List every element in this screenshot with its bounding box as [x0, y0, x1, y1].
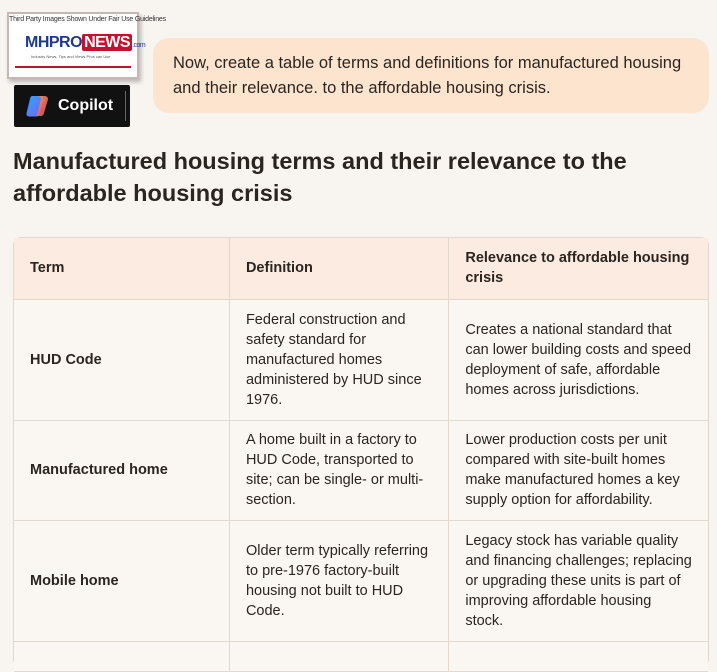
table-header-row [14, 238, 708, 299]
definition-cell: A home built in a factory to HUD Code, transported to site; can be single- or multi-section. [229, 420, 448, 520]
term-cell [14, 641, 229, 671]
relevance-cell [449, 641, 708, 671]
column-header-definition: Definition [229, 238, 448, 299]
logo-brand-com: .com [132, 42, 146, 49]
column-header-relevance: Relevance to affordable housing crisis [449, 238, 708, 299]
relevance-cell: Creates a national standard that can lower building costs and speed deployment of safe, affordable homes across jurisdictions. [449, 299, 708, 420]
table-row [14, 520, 708, 641]
definition-cell [229, 641, 448, 671]
copilot-label: Copilot [58, 97, 114, 114]
terms-table [13, 237, 709, 667]
logo-brand-mh: MHPRO [25, 34, 83, 51]
term-cell: Mobile home [14, 520, 229, 641]
logo-brand-news: NEWS [84, 34, 131, 51]
term-cell: HUD Code [14, 299, 229, 420]
copilot-badge [14, 85, 130, 127]
table-row [14, 641, 708, 671]
logo-wordmark [25, 34, 145, 52]
table-row [14, 420, 708, 520]
definition-cell: Older term typically referring to pre-1976 factory-built housing not built to HUD Code. [229, 520, 448, 641]
definition-cell: Federal construction and safety standard for manufactured homes administered by HUD since 1976. [229, 299, 448, 420]
fair-use-notice: Third Party Images Shown Under Fair Use Guidelines [9, 16, 166, 23]
copilot-logo-icon [26, 95, 50, 117]
relevance-cell: Legacy stock has variable quality and financing challenges; replacing or upgrading these units is part of improving affordable housing stock. [449, 520, 708, 641]
logo-tagline: Industry News, Tips and Views Pros can Use [31, 54, 111, 59]
table-row [14, 299, 708, 420]
mhpronews-logo [7, 12, 166, 79]
relevance-cell: Lower production costs per unit compared with site-built homes make manufactured homes a key supply option for affordability. [449, 420, 708, 520]
logo-divider [15, 66, 131, 68]
column-header-term: Term [14, 238, 229, 299]
badge-divider [125, 91, 126, 121]
user-prompt-bubble [153, 38, 709, 113]
term-cell: Manufactured home [14, 420, 229, 520]
user-prompt-text: Now, create a table of terms and definitions for manufactured housing and their relevance. to the affordable housing crisis. [173, 54, 682, 97]
response-heading: Manufactured housing terms and their relevance to the affordable housing crisis [13, 148, 627, 206]
